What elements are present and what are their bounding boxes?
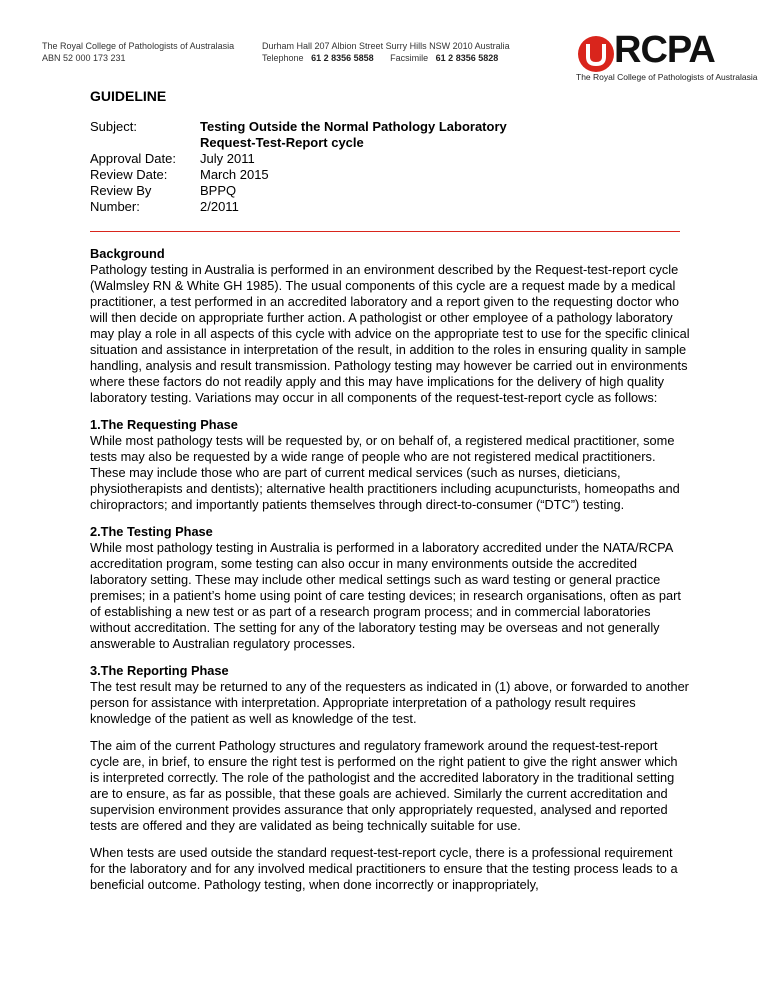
meta-value: BPPQ: [200, 183, 237, 198]
logo-tagline: The Royal College of Pathologists of Australasia: [576, 72, 758, 82]
document-body: [90, 246, 690, 904]
facsimile-number: 61 2 8356 5828: [435, 53, 499, 63]
org-address: Durham Hall 207 Albion Street Surry Hills NSW 2010 Australia: [262, 41, 510, 51]
meta-value: Testing Outside the Normal Pathology Laboratory: [200, 119, 507, 134]
paragraph-outside-cycle: When tests are used outside the standard request-test-report cycle, there is a professional requirement for the laboratory and for any involved medical practitioners to ensure that the testing process leads to a beneficial outcome. Pathology testing, when done incorrectly or inappropriately,: [90, 845, 678, 892]
meta-label: Subject:: [90, 119, 137, 134]
contact-line: [262, 52, 510, 64]
meta-row: [90, 119, 507, 135]
letterhead-org: [42, 40, 234, 64]
meta-label: [90, 135, 200, 151]
meta-label: Review By: [90, 183, 152, 198]
meta-value: Request-Test-Report cycle: [200, 135, 364, 150]
org-name: The Royal College of Pathologists of Australasia: [42, 41, 235, 51]
meta-row: [90, 151, 507, 167]
meta-value: 2/2011: [200, 199, 239, 214]
section-heading-testing: 2.The Testing Phase: [90, 524, 213, 539]
section-heading-requesting: 1.The Requesting Phase: [90, 417, 238, 432]
meta-value: July 2011: [200, 151, 255, 166]
header-divider: [90, 231, 680, 232]
meta-value: March 2015: [200, 167, 269, 182]
letterhead-contact: [262, 40, 510, 64]
section-text-testing: While most pathology testing in Australia is performed in a laboratory accredited under the NATA/RCPA accreditation program, some testing can also occur in many environments outside the accredited laboratory setting. These may include other medical settings such as ward testing or general practice premises; in a patient’s home using point of care testing devices; in research organisations, often as part of establishing a new test or as part of a research program process; and in commercial laboratories without accreditation. The setting for any of the laboratory testing may be overseas and not generally answerable to Australian regulatory processes.: [90, 540, 681, 651]
section-heading-reporting: 3.The Reporting Phase: [90, 663, 229, 678]
section-text-background: Pathology testing in Australia is performed in an environment described by the Request-test-report cycle (Walmsley RN & White GH 1985). The usual components of this cycle are a request made by a medical practitioner, a test performed in an accredited laboratory and a report given to the requesting doctor who will then decide on appropriate further action. A pathologist or other employee of a pathology laboratory may play a role in all aspects of this cycle with advice on the appropriate test to use for the specific clinical situation and assistance in interpretation of the result, in addition to the roles in ensuring quality in sample handling, analysis and result transmission. Pathology testing may however be carried out in environments where these factors do not readily apply and this may have implications for the delivery of high quality laboratory testing. Variations may occur in all components of the request-test-report cycle as follows:: [90, 262, 690, 405]
meta-row: [90, 135, 507, 151]
logo-wordmark: RCPA: [614, 29, 715, 71]
meta-label: Review Date:: [90, 167, 168, 182]
section-text-requesting: While most pathology tests will be requested by, or on behalf of, a registered medical practitioner, some tests may also be requested by a wide range of people who are not registered medical practitioners. These may include those who are part of current medical services (such as nurses, dieticians, physiotherapists and dentists); alternative health practitioners including acupuncturists, homeopaths and chiropractors; and importantly patients themselves through direct-to-consumer (“DTC”) testing.: [90, 433, 680, 512]
logo-circle: [578, 36, 614, 72]
section-text-reporting: The test result may be returned to any of the requesters as indicated in (1) above, or forwarded to another person for assistance with interpretation. Appropriate interpretation of a pathology result requires knowledge of the patient as well as knowledge of the test.: [90, 679, 689, 726]
paragraph-aim: The aim of the current Pathology structures and regulatory framework around the request-test-report cycle are, in brief, to ensure the right test is performed on the right patient to give the right answer which is interpreted correctly. The role of the pathologist and the accredited laboratory in the traditional setting are to ensure, as far as possible, that these goals are achieved. Similarly the current accreditation and supervision environment provides assurance that only appropriately requested, analysed and reported tests are offered and they are validated as being technically suitable for use.: [90, 738, 678, 833]
org-abn: ABN 52 000 173 231: [42, 53, 126, 63]
section-heading-background: Background: [90, 246, 165, 261]
meta-label: Approval Date:: [90, 151, 176, 166]
facsimile-label: Facsimile: [390, 53, 429, 63]
meta-row: [90, 199, 507, 215]
document-type: GUIDELINE: [90, 88, 167, 104]
meta-row: [90, 167, 507, 183]
document-meta-table: [90, 119, 507, 215]
meta-row: [90, 183, 507, 199]
telephone-label: Telephone: [262, 53, 304, 63]
telephone-number: 61 2 8356 5858: [311, 53, 374, 63]
meta-label: Number:: [90, 199, 140, 214]
